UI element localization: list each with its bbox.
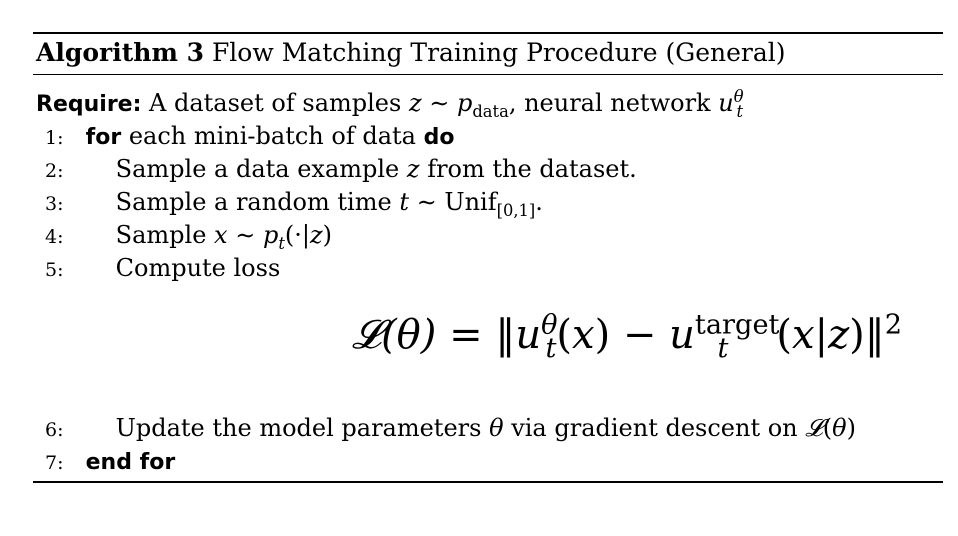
line-number: 4: (45, 226, 64, 248)
require-text: A dataset of samples (149, 89, 402, 117)
line-number: 3: (45, 193, 64, 215)
require-separator: , neural network (508, 89, 711, 117)
line-number: 5: (45, 259, 64, 281)
for-keyword: for (85, 125, 122, 150)
line-1 (36, 121, 455, 153)
line-text: Sample a random time (115, 188, 392, 216)
end-for-keyword: end for (85, 450, 176, 475)
line-text: Update the model parameters (115, 414, 482, 442)
math-u-theta: $u^\theta_t$ (718, 87, 744, 121)
math-x: x (214, 221, 228, 249)
bottom-rule (33, 481, 943, 483)
line-text-mid: via gradient descent on (511, 414, 798, 442)
require-line: Require: A dataset of samples z ∼ $p_{data}$, neural network $u^\theta_t$ (36, 87, 744, 121)
equation-lhs: 𝓛(θ) (352, 312, 437, 358)
math-z: z (406, 155, 420, 183)
line-3: 3: Sample a random time t ∼ Unif$_{[0,1]}$. (36, 187, 543, 219)
top-rule (33, 32, 943, 34)
line-text: Sample (115, 221, 207, 249)
math-loss: 𝓛(θ) (805, 414, 856, 442)
math-unif: Unif$_{[0,1]}$. (444, 188, 543, 220)
algorithm-title: Flow Matching Training Procedure (General) (211, 38, 786, 67)
line-number: 2: (45, 160, 64, 182)
line-number: 6: (45, 419, 64, 441)
line-number: 7: (45, 452, 64, 474)
line-text: Compute loss (115, 254, 281, 282)
line-text-after: from the dataset. (427, 155, 637, 183)
math-p-data: $p_{data}$ (456, 89, 509, 121)
line-text: Sample a data example (115, 155, 400, 183)
equation-equals: = (449, 312, 483, 358)
caption-rule (33, 74, 943, 75)
math-theta: θ (489, 414, 504, 442)
algorithm-caption (36, 37, 786, 69)
require-keyword: Require: (36, 92, 142, 117)
line-6 (36, 413, 856, 445)
line-text: each mini-batch of data (128, 122, 416, 150)
math-pt: $p_t(\cdot|z)$ (262, 221, 332, 253)
line-number: 1: (45, 127, 64, 149)
line-5 (36, 253, 280, 285)
line-4: 4: Sample x ∼ $p_t(\cdot|z)$ (36, 220, 332, 252)
line-7 (36, 446, 175, 478)
equation-rhs: $‖u^\theta_t(x) - u^{target}_t$ (x|z)‖$^2$ (495, 309, 903, 364)
algorithm-label: Algorithm 3 (36, 38, 204, 67)
loss-equation (352, 308, 902, 362)
math-z: z (408, 89, 422, 117)
math-t: t (399, 188, 409, 216)
do-keyword: do (423, 125, 455, 150)
line-2 (36, 154, 637, 186)
